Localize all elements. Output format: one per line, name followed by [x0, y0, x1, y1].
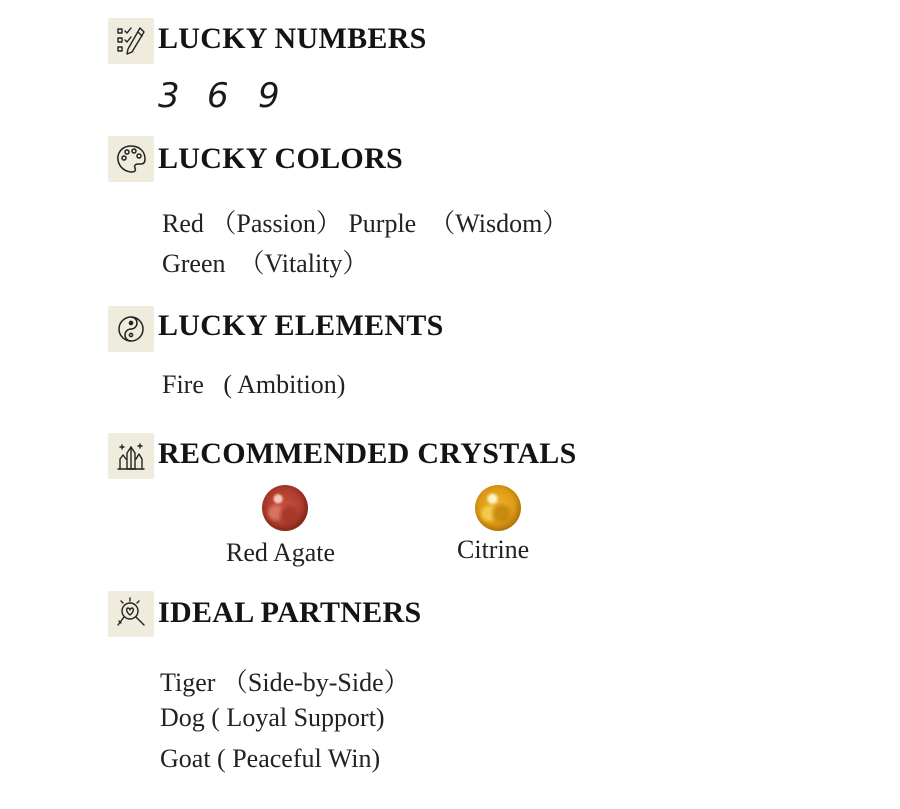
- ideal-partners-title: IDEAL PARTNERS: [158, 596, 422, 629]
- lucky-numbers-title: LUCKY NUMBERS: [158, 22, 427, 55]
- checklist-pencil-icon: [108, 18, 154, 64]
- lucky-elements-line-1: Fire ( Ambition): [162, 370, 346, 399]
- red-agate-bead: [262, 485, 308, 531]
- partner-item: Tiger （Side-by-Side）: [160, 668, 410, 697]
- lucky-colors-title: LUCKY COLORS: [158, 142, 404, 175]
- yin-yang-icon: [108, 306, 154, 352]
- partners-heart-icon: [108, 591, 154, 637]
- palette-icon: [108, 136, 154, 182]
- lucky-number: 3: [158, 76, 180, 116]
- recommended-crystals-title: RECOMMENDED CRYSTALS: [158, 437, 577, 470]
- lucky-number: 9: [258, 76, 280, 116]
- lucky-number: 6: [207, 76, 229, 116]
- lucky-colors-line-1: Red （Passion） Purple （Wisdom）: [162, 209, 569, 238]
- crystal-name-citrine: Citrine: [457, 535, 530, 564]
- partner-item: Dog ( Loyal Support): [160, 703, 385, 732]
- lucky-colors-line-2: Green （Vitality）: [162, 249, 369, 278]
- lucky-elements-title: LUCKY ELEMENTS: [158, 309, 444, 342]
- partner-item: Goat ( Peaceful Win): [160, 744, 381, 773]
- crystal-icon: [108, 433, 154, 479]
- citrine-bead: [475, 485, 521, 531]
- crystal-name-red-agate: Red Agate: [226, 538, 336, 567]
